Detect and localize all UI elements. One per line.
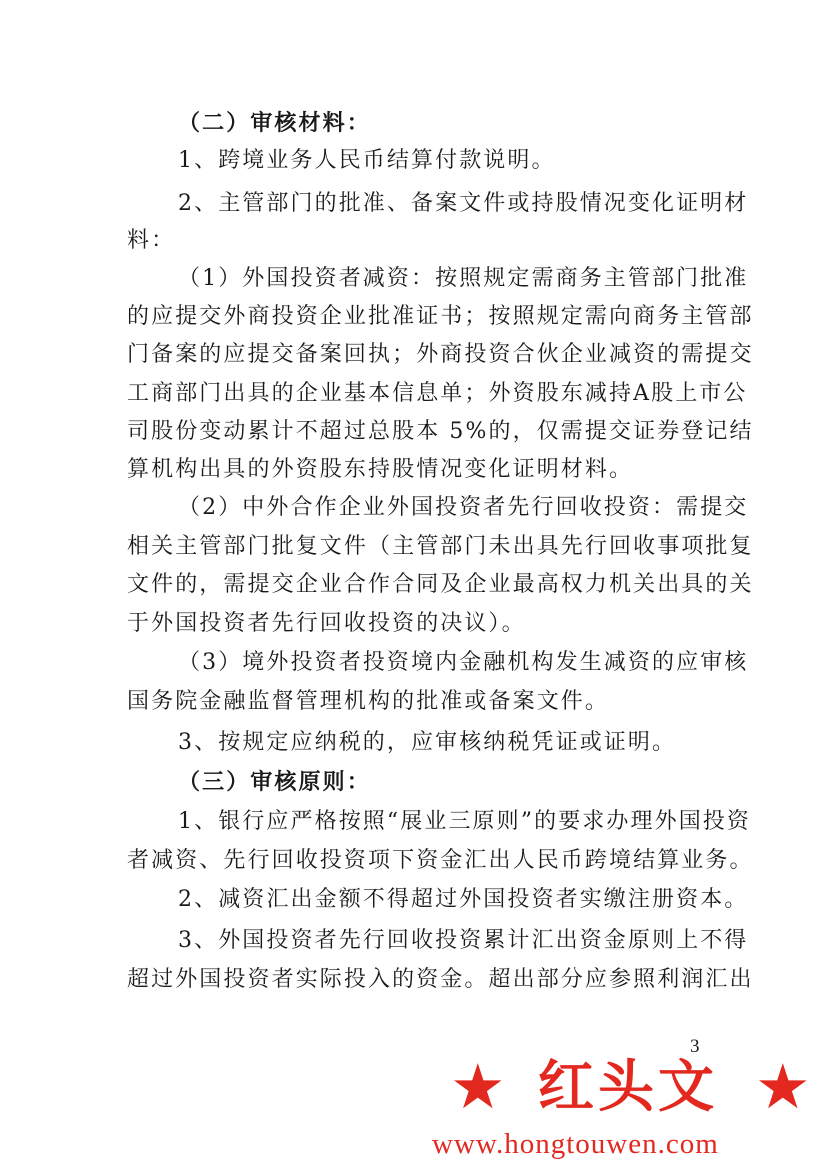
watermark-logo (430, 1052, 827, 1170)
watermark-title: 红头文 (538, 1055, 718, 1120)
page-number: 3 (690, 1036, 700, 1057)
paragraph-line: 2、减资汇出金额不得超过外国投资者实缴注册资本。 (178, 887, 749, 912)
paragraph-line: 算机构出具的外资股东持股情况变化证明材料。 (127, 457, 634, 482)
paragraph-line: 者减资、先行回收投资项下资金汇出人民币跨境结算业务。 (127, 848, 754, 873)
paragraph-line: 2、主管部门的批准、备案文件或持股情况变化证明材 (178, 191, 749, 216)
paragraph-line: 料： (127, 228, 176, 253)
paragraph-line: 3、外国投资者先行回收投资累计汇出资金原则上不得 (178, 928, 749, 953)
paragraph-line: （2）中外合作企业外国投资者先行回收投资：需提交 (178, 495, 749, 520)
paragraph-line: 超过外国投资者实际投入的资金。超出部分应参照利润汇出 (127, 967, 754, 992)
star-icon: ★ (450, 1050, 506, 1123)
paragraph-line: 文件的，需提交企业合作合同及企业最高权力机关出具的关 (127, 572, 754, 597)
paragraph-line: 1、跨境业务人民币结算付款说明。 (178, 148, 556, 173)
watermark-url: www.hongtouwen.com (432, 1128, 719, 1160)
paragraph-line: 相关主管部门批复文件（主管部门未出具先行回收事项批复 (127, 534, 754, 559)
paragraph-line: 门备案的应提交备案回执；外商投资合伙企业减资的需提交 (127, 342, 754, 367)
paragraph-line: 司股份变动累计不超过总股本 5%的，仅需提交证券登记结 (127, 419, 754, 444)
star-icon: ★ (755, 1050, 811, 1123)
watermark-title-row (430, 1052, 827, 1122)
paragraph-line: 工商部门出具的企业基本信息单；外资股东减持A股上市公 (127, 381, 748, 406)
paragraph-line: 国务院金融监督管理机构的批准或备案文件。 (127, 689, 610, 714)
paragraph-line: （3）境外投资者投资境内金融机构发生减资的应审核 (178, 650, 749, 675)
section-heading-review-materials: （二）审核材料： (178, 110, 371, 136)
section-heading-review-principles: （三）审核原则： (178, 769, 371, 795)
paragraph-line: 1、银行应严格按照“展业三原则”的要求办理外国投资 (178, 809, 751, 834)
paragraph-line: 的应提交外商投资企业批准证书；按照规定需向商务主管部 (127, 304, 754, 329)
paragraph-line: 3、按规定应纳税的，应审核纳税凭证或证明。 (178, 730, 677, 755)
paragraph-line: 于外国投资者先行回收投资的决议）。 (127, 611, 526, 636)
paragraph-line: （1）外国投资者减资：按照规定需商务主管部门批准 (178, 266, 749, 291)
